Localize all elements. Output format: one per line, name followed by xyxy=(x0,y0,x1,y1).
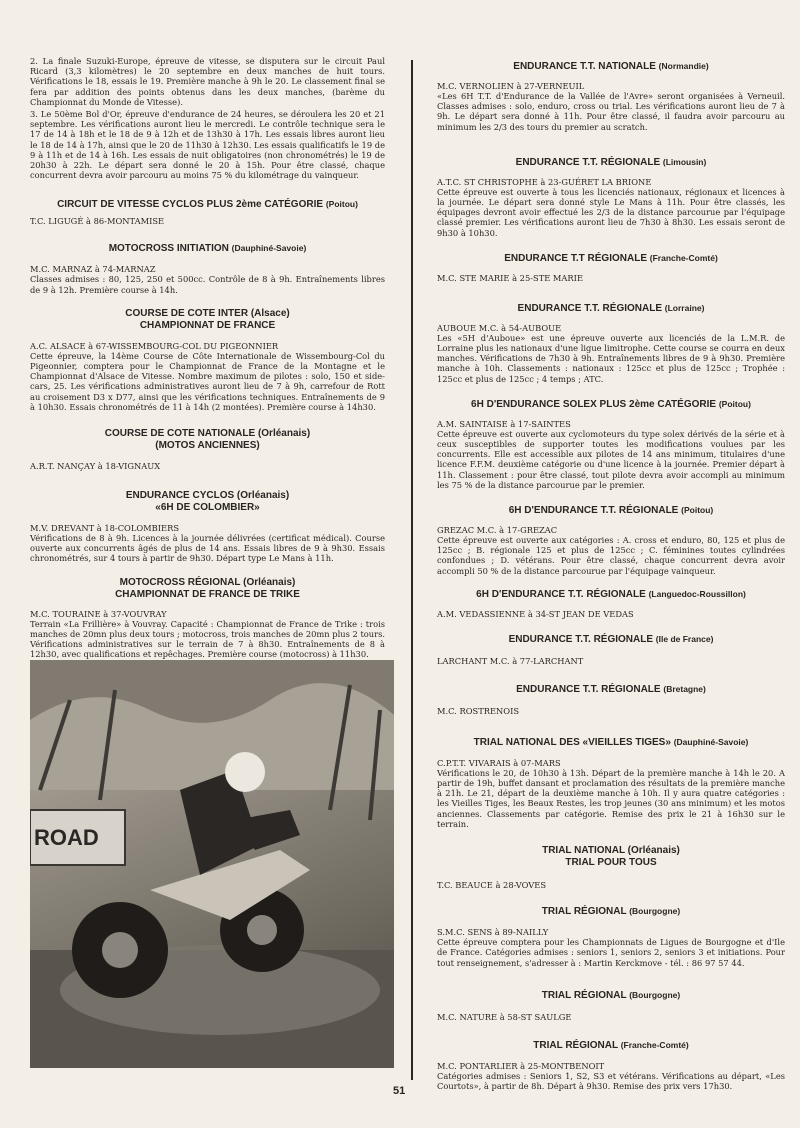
section-text: Les «5H d'Auboue» est une épreuve ouverte aux licenciés de la L.M.R. de Lorraine plus les nationaux d'une ligue limitrophe. Cette course se courra en deux manches. Vérifications de 7h30 à 9h. Entraînements libres de 9 à 9h30. Première manche à 10h. Classements : nationaux : 125cc et plus de 125cc ; Trophée : 125cc et plus de 125cc ; 4 temps ; ATC. xyxy=(437,332,785,384)
section-title: 6H D'ENDURANCE T.T. RÉGIONALE (Languedoc-Roussillon) xyxy=(476,588,746,600)
section-text: Vérifications le 20, de 10h30 à 13h. Départ de la première manche à 14h le 20. A partir de 19h, buffet dansant et proclamation des résultats de la première manche à 21h. Le 21, départ de la deuxième manche à 10h. Il y aura quatre catégories : les Vieilles Tiges, les Beaux Restes, les trop jeunes (30 ans minimum) et les motos anciennes. Classements par catégorie. Remise des prix le 21 à 16h30 sur le terrain. xyxy=(437,767,785,829)
section-trial-vieilles-tiges xyxy=(437,736,785,829)
section-endurance-franche-comte xyxy=(437,252,785,283)
trike-photo-illustration xyxy=(30,660,394,1068)
section-endurance-bretagne xyxy=(437,683,785,716)
club-name: GREZAC M.C. à 17-GREZAC xyxy=(437,525,558,536)
page-number: 51 xyxy=(393,1085,406,1097)
section-text: Vérifications de 8 à 9h. Licences à la journée délivrées (certificat médical). Course ouverte aux concurrents âgés de plus de 14 ans. Essais libres de 9 à 9h30. Essais chronométrés, sur 4 tours à partir de 9h30. Départ type Le Mans à 11h. xyxy=(30,533,385,564)
section-text: Terrain «La Frillière» à Vouvray. Capacité : Championnat de France de Trike : trois manches de 20mn plus deux tours ; motocross, trois manches de 20mn plus 2 tours. Vérifications administratives sur le terrain de 7 à 8h30. Entraînements de 8 à 12h30, avec qualifications et repêchages. Première course (motocross) à 11h30. xyxy=(30,618,385,660)
club-name: A.C. ALSACE à 67-WISSEMBOURG-COL DU PIGEONNIER xyxy=(30,340,279,351)
club-name: A.M. SAINTAISE à 17-SAINTES xyxy=(437,418,571,429)
section-endurance-limousin xyxy=(437,156,785,238)
section-text: Cette épreuve est ouverte aux cyclomoteurs du type solex dérivés de la série et à ceux susceptibles de supporter toutes les modifications voulues par les concurrents. Elle est accessible aux pilotes de 14 ans minimum, titulaires d'une licence F.F.M. deuxième catégorie ou d'une licence à la journée. Premier départ à 11h. Classement : pour être classé, tout pilote devra avoir accompli au minimum les 75 % de la distance parcourue par le premier. xyxy=(437,428,785,490)
club-name: M.C. PONTARLIER à 25-MONTBENOIT xyxy=(437,1060,605,1071)
section-6h-languedoc xyxy=(437,588,785,619)
section-endurance-lorraine xyxy=(437,302,785,384)
column-divider xyxy=(411,60,413,1080)
intro-paragraph-1: 2. La finale Suzuki-Europe, épreuve de vitesse, se disputera sur le circuit Paul Ricard (3,3 kilomètres) le 20 septembre en deux manches de huit tours. Vérifications le 18, essais le 19. Première manche à 9h le 20. Le classement final se fera par addition des points obtenus dans les deux manches, (barème du Championnat du Monde de Vitesse). xyxy=(30,56,385,107)
section-motocross-initiation xyxy=(30,242,385,294)
club-name: S.M.C. SENS à 89-NAILLY xyxy=(437,927,549,938)
section-endurance-cyclos xyxy=(30,490,385,564)
club-name: A.R.T. NANÇAY à 18-VIGNAUX xyxy=(30,461,161,472)
section-title: ENDURANCE T.T. RÉGIONALE (Bretagne) xyxy=(516,683,706,695)
club-name: M.C. MARNAZ à 74-MARNAZ xyxy=(30,264,156,275)
section-course-cote-nationale xyxy=(30,428,385,471)
section-6h-poitou xyxy=(437,504,785,576)
club-name: LARCHANT M.C. à 77-LARCHANT xyxy=(437,655,584,666)
club-name: A.T.C. ST CHRISTOPHE à 23-GUÉRET LA BRIONE xyxy=(437,176,652,187)
club-name: M.C. ROSTRENOIS xyxy=(437,705,520,716)
section-title: ENDURANCE CYCLOS (Orléanais) «6H DE COLOMBIER» xyxy=(125,490,290,514)
section-text: Cette épreuve est ouverte à tous les licenciés nationaux, régionaux et licences à la journée. Le départ sera donné style Le Mans à 11h. Pour être classés, les équipages devront avoir effectué les 2/3 de la distance parcourue par l'équipage classé premier. Les vérifications auront lieu de 7h30 à 8h30. Les essais seront de 9h30 à 10h30. xyxy=(437,186,785,238)
section-solex-poitou xyxy=(437,398,785,490)
section-endurance-normandie xyxy=(437,60,785,132)
club-name: C.P.T.T. VIVARAIS à 07-MARS xyxy=(437,757,561,768)
section-trial-national-orleanais xyxy=(437,845,785,890)
section-title: COURSE DE COTE NATIONALE (Orléanais) (MOTOS ANCIENNES) xyxy=(104,428,311,452)
section-title: MOTOCROSS INITIATION (Dauphiné-Savoie) xyxy=(108,243,307,255)
club-name: M.C. STE MARIE à 25-STE MARIE xyxy=(437,272,584,283)
section-title: ENDURANCE T.T. NATIONALE (Normandie) xyxy=(513,61,709,72)
section-title: MOTOCROSS RÉGIONAL (Orléanais) CHAMPIONNAT DE FRANCE DE TRIKE xyxy=(115,576,300,600)
section-title: TRIAL NATIONAL (Orléanais) TRIAL POUR TOUS xyxy=(542,845,680,869)
club-name: M.C. TOURAINE à 37-VOUVRAY xyxy=(30,608,167,619)
section-trial-bourgogne-nature xyxy=(437,989,785,1022)
section-motocross-regional xyxy=(30,577,385,660)
right-column xyxy=(437,56,785,1091)
section-title: ENDURANCE T.T RÉGIONALE (Franche-Comté) xyxy=(504,252,718,264)
club-name: T.C. LIGUGÉ à 86-MONTAMISE xyxy=(30,216,165,227)
section-text: Cette épreuve est ouverte aux catégories : A. cross et enduro, 80, 125 et plus de 125cc ; B. régionale 125 et plus de 125cc ; C. féminines toutes cylindrées confondues ; D. vétérans. Pour être classé, chaque concurrent devra avoir accompli 50 % de la distance parcourue par l'équipage vainqueur. xyxy=(437,535,785,576)
trike-photo xyxy=(30,660,394,1068)
intro-paragraph-2: 3. Le 50ème Bol d'Or, épreuve d'endurance de 24 heures, se déroulera les 20 et 21 septembre. Les vérifications auront lieu le mercredi. Le contrôle technique sera le 17 de 14 à 18h et le 18 de 9 à 12h et de 13h30 à 17h. Les essais libres auront lieu le 18 de 14 à 17h, ainsi que le 20 de 11h30 à 12h30. Les essais qualificatifs le 19 de 9 à 11h et de 14 à 16h. Les essais de nuit obligatoires (non chronométrés) le 19 de 20h30 à 22h. Le départ sera donné le 20 à 15h. Pour être classé, chaque concurrent devra avoir parcouru au moins 75 % du kilométrage du vainqueur. xyxy=(30,109,385,181)
section-title: 6H D'ENDURANCE SOLEX PLUS 2ème CATÉGORIE (Poitou) xyxy=(471,398,751,410)
section-title: CIRCUIT DE VITESSE CYCLOS PLUS 2ème CATÉGORIE (Poitou) xyxy=(57,199,358,211)
section-text: «Les 6H T.T. d'Endurance de la Vallée de l'Avre» seront organisées à Verneuil. Classes admises : solo, enduro, cross ou trial. Les vérifications auront lieu de 7 à 9h. Le départ sera donné à 11h. Pour être classé, il faudra avoir parcouru au minimum les 2/3 des tours du premier au scratch. xyxy=(437,91,785,132)
club-name: AUBOUE M.C. à 54-AUBOUE xyxy=(437,322,562,333)
section-text: Cette épreuve, la 14ème Course de Côte Internationale de Wissembourg-Col du Pigeonnier, comptera pour le Championnat de France de la Montagne et le Championnat d'Alsace de Vitesse. Nombre maximum de pilotes : solo, 150 et side-cars, 25. Les vérifications administratives auront lieu de 7 à 9h, carrefour de Rott au croisement D3 x D77, ainsi que les vérifications techniques. Entraînements de 9 à 10h30. Essais chronométrés de 11 à 14h (2 montées). Première course à 14h30. xyxy=(30,350,385,412)
section-title: ENDURANCE T.T. RÉGIONALE (Lorraine) xyxy=(517,302,705,314)
club-name: M.C. VERNOLIEN à 27-VERNEUIL xyxy=(437,81,585,91)
section-text: Catégories admises : Seniors 1, S2, S3 et vétérans. Vérifications au départ, «Les Courtots», à partir de 8h. Départ à 9h30. Remise des prix vers 17h30. xyxy=(437,1070,785,1091)
club-name: M.C. NATURE à 58-ST SAULGE xyxy=(437,1011,572,1022)
club-name: A.M. VEDASSIENNE à 34-ST JEAN DE VEDAS xyxy=(437,608,634,619)
photo-sign-text: ROAD xyxy=(34,825,99,850)
section-text: Classes admises : 80, 125, 250 et 500cc. Contrôle de 8 à 9h. Entraînements libres de 9 à 12h. Première course à 14h. xyxy=(30,274,385,295)
section-title: TRIAL RÉGIONAL (Franche-Comté) xyxy=(533,1039,689,1051)
section-title: COURSE DE COTE INTER (Alsace) CHAMPIONNAT DE FRANCE xyxy=(125,307,290,331)
club-name: M.V. DREVANT à 18-COLOMBIERS xyxy=(30,523,180,534)
section-title: TRIAL RÉGIONAL (Bourgogne) xyxy=(541,906,681,918)
section-circuit-vitesse xyxy=(30,198,385,226)
club-name: T.C. BEAUCE à 28-VOVES xyxy=(437,880,547,891)
section-title: 6H D'ENDURANCE T.T. RÉGIONALE (Poitou) xyxy=(508,505,714,517)
section-course-cote-inter xyxy=(30,308,385,412)
section-endurance-ile-de-france xyxy=(437,633,785,666)
section-title: TRIAL RÉGIONAL (Bourgogne) xyxy=(541,989,681,1001)
section-text: Cette épreuve comptera pour les Championnats de Ligues de Bourgogne et d'Ile de France. Catégories admises : seniors 1, seniors 2, seniors 3 et initiations. Pour tout renseignement, s'adresser à : Martin Kerckmove - tél. : 86 97 57 44. xyxy=(437,937,785,968)
section-title: TRIAL NATIONAL DES «VIEILLES TIGES» (Dauphiné-Savoie) xyxy=(473,736,749,748)
section-trial-bourgogne-sens xyxy=(437,905,785,968)
section-title: ENDURANCE T.T. RÉGIONALE (Limousin) xyxy=(515,156,707,168)
left-column xyxy=(30,56,385,659)
section-title: ENDURANCE T.T. RÉGIONALE (Ile de France) xyxy=(508,633,714,645)
section-trial-franche-comte xyxy=(437,1039,785,1091)
